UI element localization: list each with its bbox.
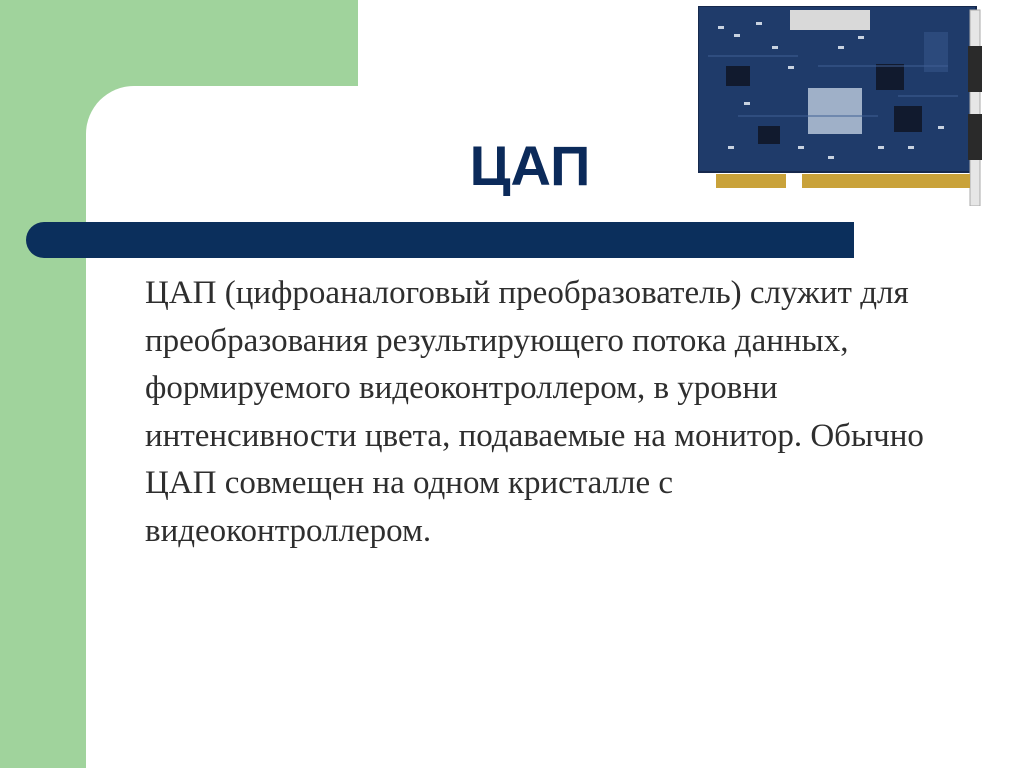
graphics-card-image [698, 6, 982, 206]
title-divider-bar [26, 222, 854, 258]
body-paragraph: ЦАП (цифроаналоговый преобразователь) служит для преобразования результирующего потока данных, формируемого видеоконтроллером, в уровни интенсивности цвета, подаваемые на монитор. Обычно ЦАП совмещен на одном кристалле с видеоконтроллером. [145, 275, 924, 549]
slide-title: ЦАП [469, 134, 591, 197]
